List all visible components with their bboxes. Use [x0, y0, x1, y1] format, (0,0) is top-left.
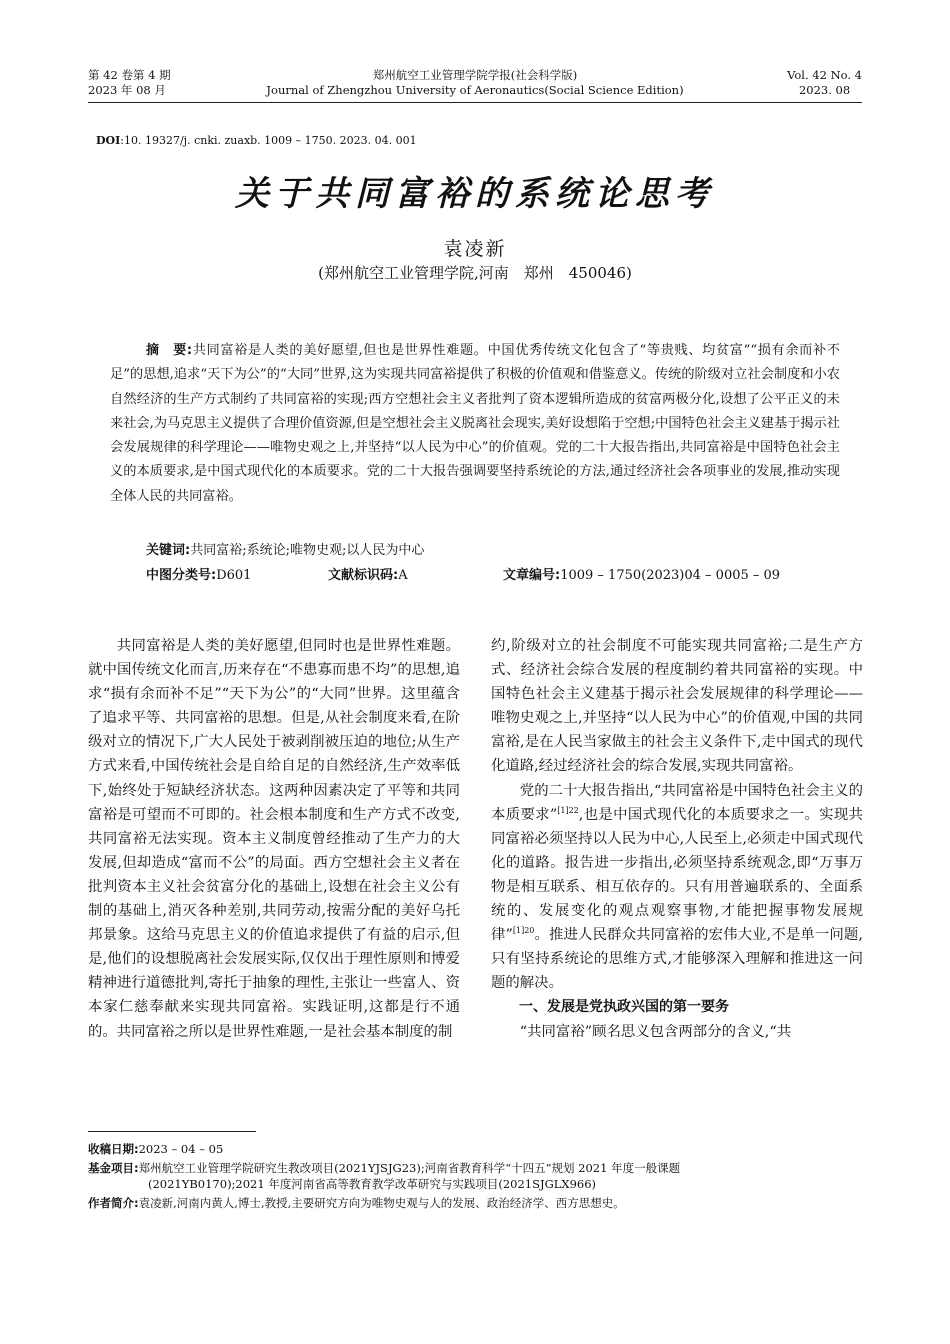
- header-issue-info-en: [787, 68, 862, 98]
- doc-code: [328, 564, 408, 583]
- header-volume-en: Vol. 42 No. 4: [787, 68, 862, 82]
- body-paragraph: [491, 779, 863, 996]
- section-heading: 一、发展是党执政兴国的第一要务: [519, 999, 729, 1016]
- funding-value: 郑州航空工业管理学院研究生教改项目(2021YJSJG23);河南省教育科学“十四五”规划 2021 年度一般课题: [138, 1161, 681, 1175]
- clc-value: D601: [216, 568, 252, 583]
- abstract-text: 共同富裕是人类的美好愿望,但也是世界性难题。中国优秀传统文化包含了“等贵贱、均贫富”“损有余而补不足”的思想,追求“天下为公”的“大同”世界,这为实现共同富裕提供了积极的价值观和借鉴意义。传统的阶级对立社会制度和小农自然经济的生产方式制约了共同富裕的实现;西方空想社会主义者批判了资本逻辑所造成的贫富两极分化,设想了公平正义的未来社会,为马克思主义提供了合理价值资源,但是空想社会主义脱离社会现实,美好设想陷于空想;中国特色社会主义建基于揭示社会发展规律的科学理论——唯物史观之上,并坚持“以人民为中心”的价值观。党的二十大报告指出,共同富裕是中国特色社会主义的本质要求,是中国式现代化的本质要求。党的二十大报告强调要坚持系统论的方法,通过经济社会各项事业的发展,推动实现全体人民的共同富裕。: [110, 343, 840, 504]
- funding-value-cont: (2021YB0170);2021 年度河南省高等教育教学改革研究与实践项目(2021SJGLX966): [148, 1176, 597, 1191]
- author-name: 袁凌新: [443, 238, 507, 260]
- body-column-right: [491, 634, 863, 1044]
- abstract-label: 摘 要:: [146, 343, 193, 358]
- citation-ref: [1]20: [512, 926, 535, 936]
- body-paragraph: 共同富裕是人类的美好愿望,但同时也是世界性难题。就中国传统文化而言,历来存在“不患寡而患不均”的思想,追求“损有余而补不足”“天下为公”的“大同”世界。这里蕴含了追求平等、共同富裕的思想。但是,从社会制度来看,在阶级对立的情况下,广大人民处于被剥削被压迫的地位;从生产方式来看,中国传统社会是自给自足的自然经济,生产效率低下,始终处于短缺经济状态。这两种因素决定了平等和共同富裕是可望而不可即的。社会根本制度和生产方式不改变,共同富裕无法实现。资本主义制度曾经推动了生产力的大发展,但却造成“富而不公”的局面。西方空想社会主义者在批判资本主义社会贫富分化的基础上,设想在社会主义公有制的基础上,消灭各种差别,共同劳动,按需分配的美好乌托邦景象。这给马克思主义的价值追求提供了有益的启示,但是,他们的设想脱离社会发展实际,仅仅出于理性原则和博爱精神进行道德批判,寄托于抽象的理性,主张让一些富人、资本家仁慈奉献来实现共同富裕。实践证明,这都是行不通的。共同富裕之所以是世界性难题,一是社会基本制度的制: [88, 638, 460, 1040]
- body-paragraph: “共同富裕”顾名思义包含两部分的含义,“共: [519, 1023, 792, 1040]
- author-bio-label: 作者简介:: [88, 1196, 139, 1210]
- paragraph-text: 党的二十大报告指出,“共同富裕是中国特色社会主义的本质要求”: [491, 782, 863, 823]
- doi-label: DOI: [96, 134, 121, 147]
- funding-label: 基金项目:: [88, 1161, 139, 1175]
- paper-title: 关于共同富裕的系统论思考: [235, 174, 715, 214]
- header-journal-name: [88, 68, 862, 98]
- clc-code: [146, 564, 251, 583]
- author-bio-value: 袁凌新,河南内黄人,博士,教授,主要研究方向为唯物史观与人的发展、政治经济学、西方思想史。: [138, 1196, 625, 1210]
- article-number-label: 文章编号:: [503, 568, 561, 583]
- article-number: [503, 564, 780, 583]
- paragraph-text: ,也是中国式现代化的本质要求之一。实现共同富裕必须坚持以人民为中心,人民至上,必须走中国式现代化的道路。报告进一步指出,必须坚持系统观念,即“万事万物是相互联系、相互依存的。只有用普遍联系的、全面系统的、发展变化的观点观察事物,才能把握事物发展规律”: [491, 806, 864, 944]
- footnote-received: [88, 1142, 866, 1158]
- footnote-funding: [88, 1161, 866, 1192]
- header-date-en: 2023. 08: [798, 83, 851, 97]
- author-affiliation: (郑州航空工业管理学院,河南 郑州 450046): [318, 264, 632, 282]
- header-volume: 第 42 卷第 4 期: [88, 68, 171, 82]
- body-paragraph: 约,阶级对立的社会制度不可能实现共同富裕;二是生产方式、经济社会综合发展的程度制约着共同富裕的实现。中国特色社会主义建基于揭示社会发展规律的科学理论——唯物史观之上,并坚持“以人民为中心”的价值观,中国的共同富裕,是在人民当家做主的社会主义条件下,走中国式的现代化道路,经过经济社会的综合发展,实现共同富裕。: [491, 638, 863, 775]
- received-value: 2023 – 04 – 05: [138, 1142, 224, 1156]
- clc-label: 中图分类号:: [146, 568, 217, 583]
- footnote-author-bio: [88, 1196, 866, 1212]
- doi-value: :10. 19327/j. cnki. zuaxb. 1009 – 1750. 2023. 04. 001: [120, 134, 417, 147]
- header-date: 2023 年 08 月: [88, 83, 166, 97]
- running-header: [88, 68, 862, 103]
- article-number-value: 1009 – 1750(2023)04 – 0005 – 09: [560, 568, 781, 583]
- keywords: [146, 539, 424, 558]
- citation-ref: [1]22: [557, 805, 579, 815]
- keywords-label: 关键词:: [146, 543, 191, 558]
- doc-label: 文献标识码:: [328, 568, 399, 583]
- paragraph-text: 。推进人民群众共同富裕的宏伟大业,不是单一问题,只有坚持系统论的思维方式,才能够深入理解和推进这一问题的解决。: [491, 927, 863, 992]
- received-label: 收稿日期:: [88, 1142, 139, 1156]
- keywords-text: 共同富裕;系统论;唯物史观;以人民为中心: [190, 543, 425, 558]
- journal-name-cn: 郑州航空工业管理学院学报(社会科学版): [372, 68, 578, 82]
- abstract: [110, 339, 840, 509]
- doi-line: [96, 134, 417, 147]
- body-column-left: [88, 634, 460, 1044]
- doc-value: A: [398, 568, 408, 583]
- footnote-divider: [88, 1131, 256, 1132]
- journal-name-en: Journal of Zhengzhou University of Aeronautics(Social Science Edition): [266, 83, 684, 97]
